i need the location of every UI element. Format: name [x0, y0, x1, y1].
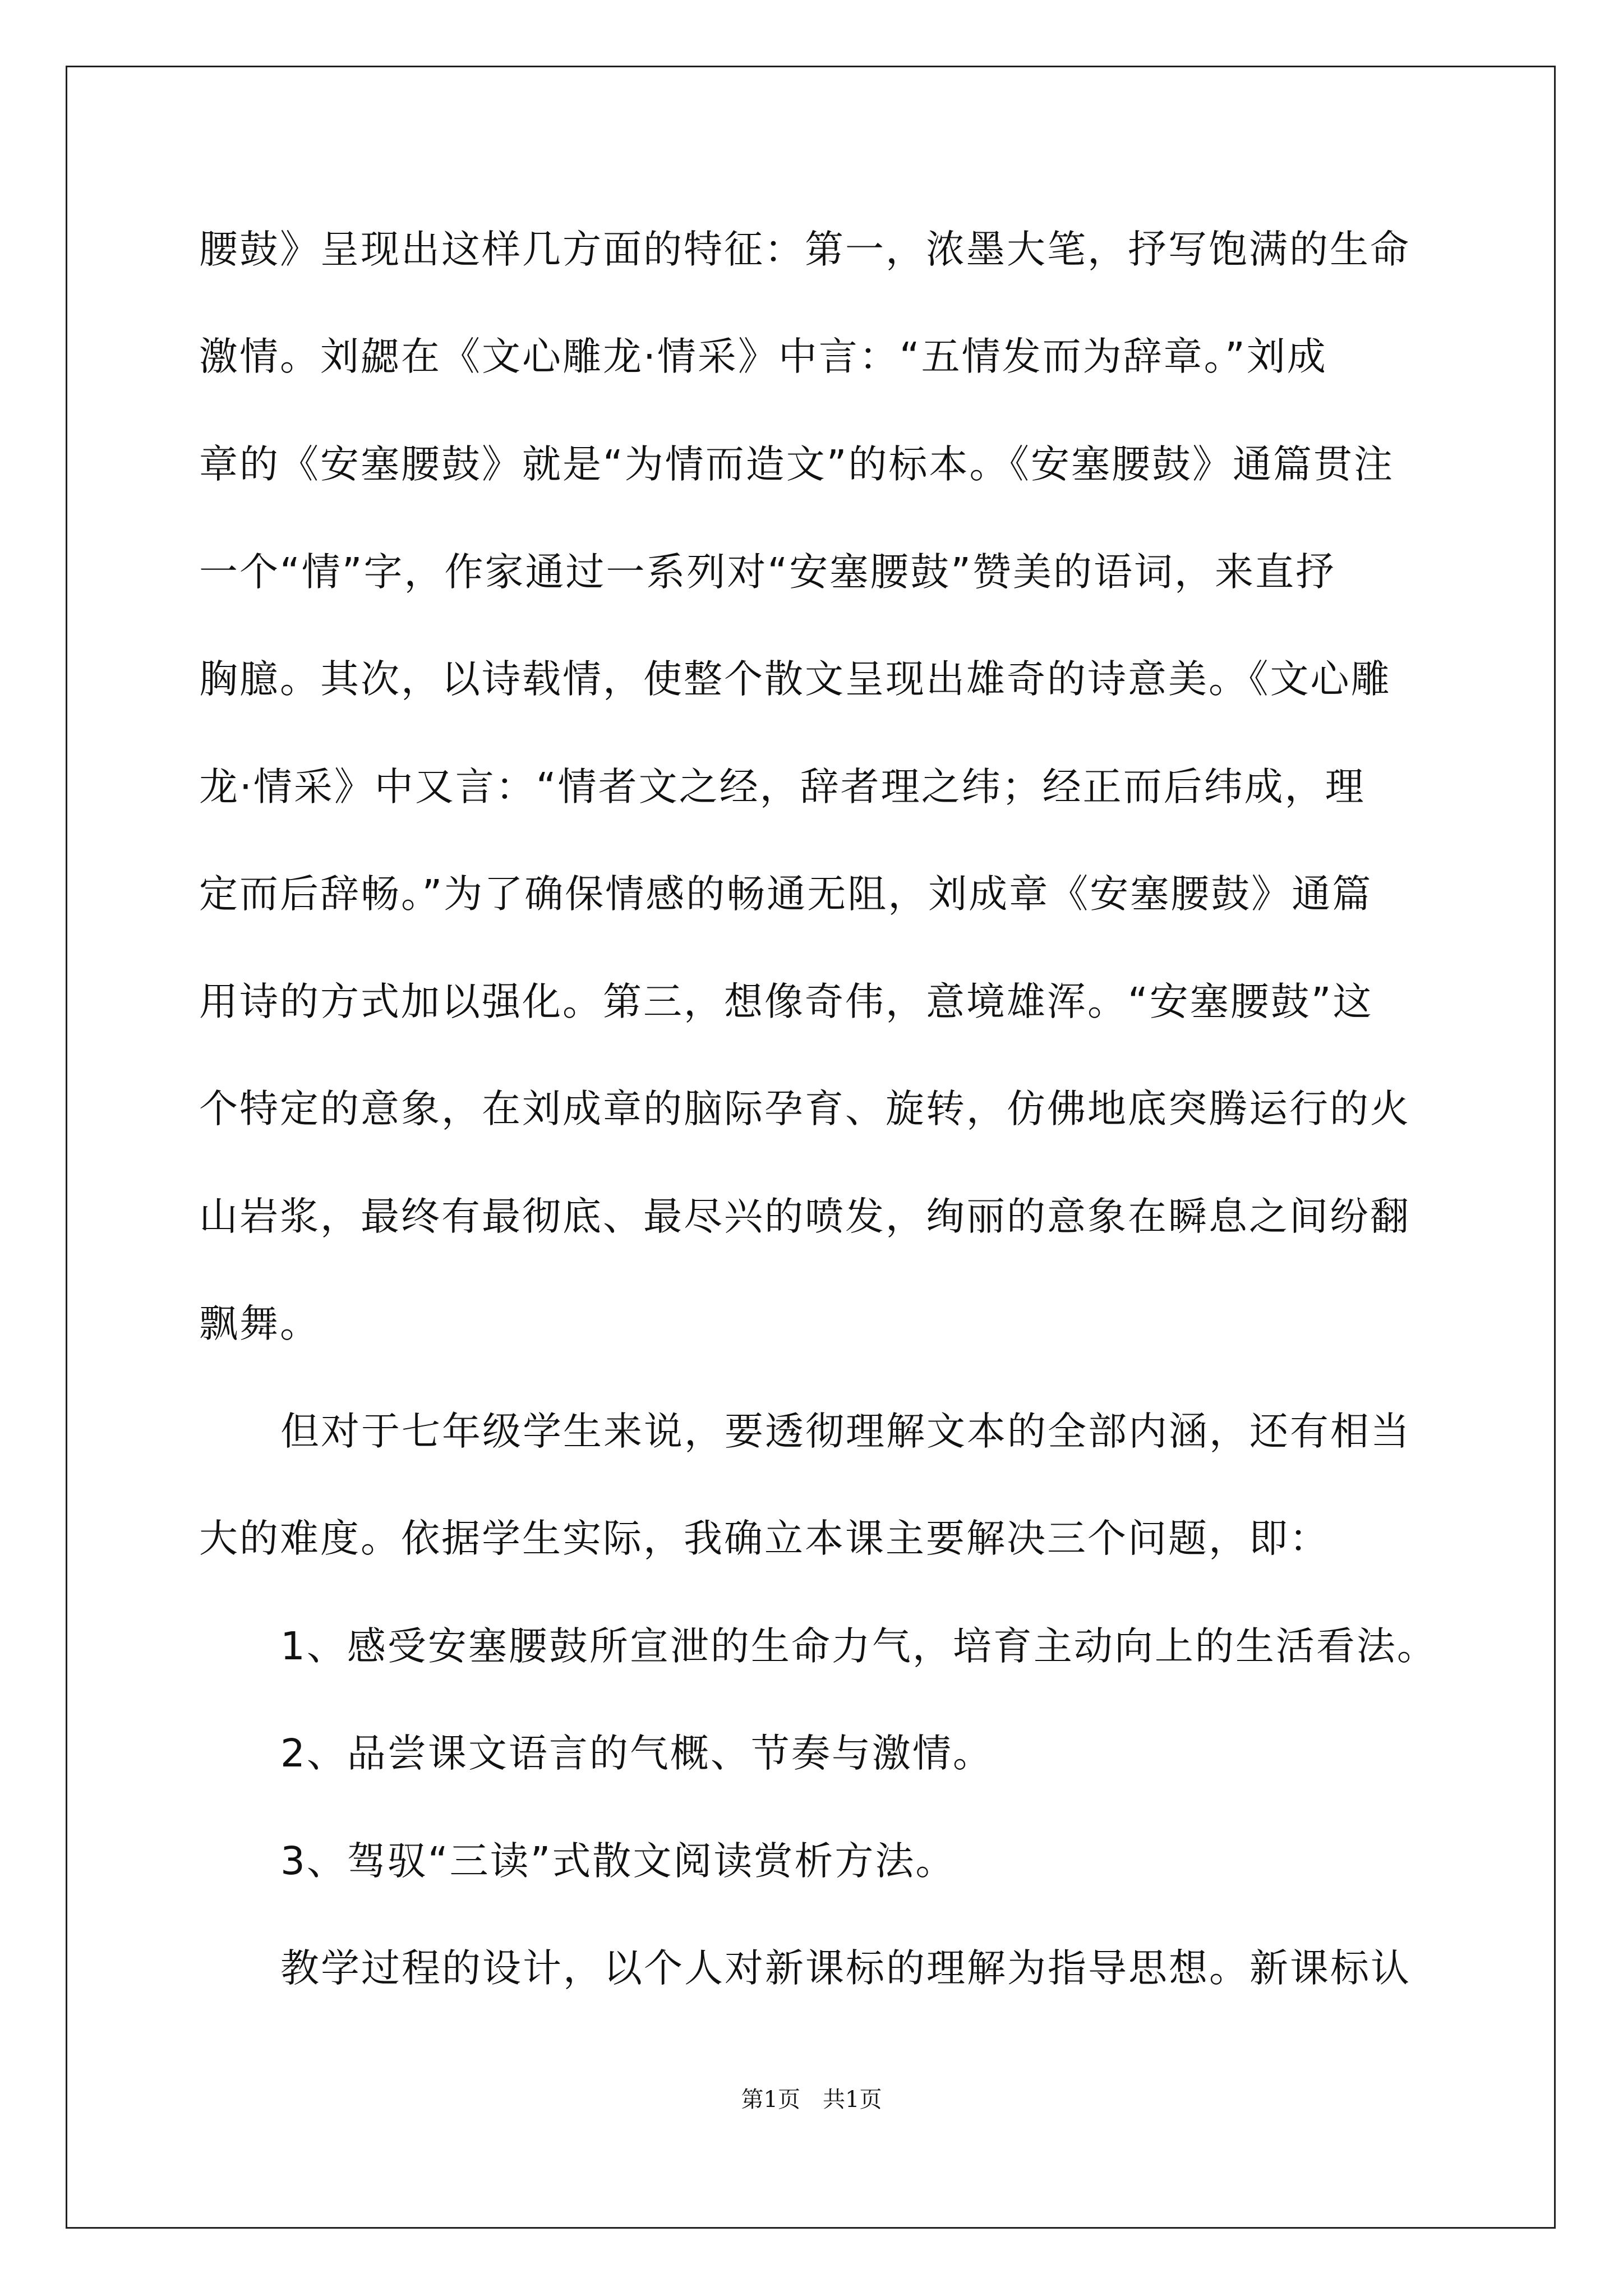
text-line: 一个“情”字，作家通过一系列对“安塞腰鼓”赞美的语词，来直抒 [199, 550, 1336, 595]
page-number-footer: 第1页 共1页 [741, 2087, 882, 2113]
text-line: 激情。刘勰在《文心雕龙·情采》中言：“五情发而为辞章。”刘成 [199, 334, 1327, 379]
text-line: 定而后辞畅。”为了确保情感的畅通无阻，刘成章《安塞腰鼓》通篇 [199, 872, 1373, 917]
text-line: 腰鼓》呈现出这样几方面的特征：第一，浓墨大笔，抒写饱满的生命 [199, 227, 1410, 272]
text-line: 用诗的方式加以强化。第三，想像奇伟，意境雄浑。“安塞腰鼓”这 [199, 979, 1373, 1024]
list-item: 2、品尝课文语言的气概、节奏与激情。 [280, 1731, 993, 1776]
text-line: 章的《安塞腰鼓》就是“为情而造文”的标本。《安塞腰鼓》通篇贯注 [199, 442, 1394, 487]
text-line: 龙·情采》中又言：“情者文之经，辞者理之纬；经正而后纬成，理 [199, 765, 1366, 809]
text-line: 大的难度。依据学生实际，我确立本课主要解决三个问题，即： [199, 1516, 1330, 1561]
text-line: 个特定的意象，在刘成章的脑际孕育、旋转，仿佛地底突腾运行的火 [199, 1087, 1410, 1131]
text-line: 山岩浆，最终有最彻底、最尽兴的喷发，绚丽的意象在瞬息之间纷翻 [199, 1194, 1410, 1239]
text-line: 教学过程的设计，以个人对新课标的理解为指导思想。新课标认 [280, 1946, 1411, 1991]
text-line: 飘舞。 [199, 1301, 320, 1346]
list-item: 1、感受安塞腰鼓所宣泄的生命力气，培育主动向上的生活看法。 [280, 1624, 1437, 1669]
text-line: 但对于七年级学生来说，要透彻理解文本的全部内涵，还有相当 [280, 1409, 1411, 1454]
page-border [66, 66, 1556, 2229]
text-line: 胸臆。其次，以诗载情，使整个散文呈现出雄奇的诗意美。《文心雕 [199, 657, 1391, 702]
list-item: 3、驾驭“三读”式散文阅读赏析方法。 [280, 1839, 956, 1884]
